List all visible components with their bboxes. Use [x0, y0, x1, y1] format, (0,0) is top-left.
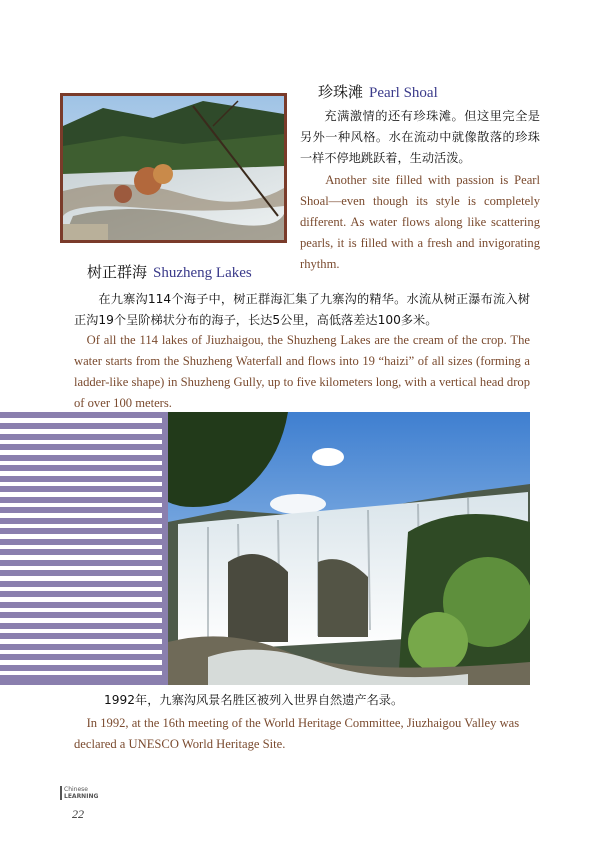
pearl-shoal-heading [318, 81, 438, 102]
pearl-shoal-photo [60, 93, 287, 243]
heritage-text-english: In 1992, at the 16th meeting of the World Heritage Committee, Jiuzhaigou Valley was declared a UNESCO World Heritage Site. [74, 716, 520, 751]
heading-english: Pearl Shoal [369, 85, 438, 101]
heritage-text-chinese: 1992年，九寨沟风景名胜区被列入世界自然遗产名录。 [104, 693, 404, 707]
decorative-stripes [0, 412, 168, 685]
pearl-shoal-text-english: Another site filled with passion is Pearl Shoal—even though its style is completely different. As water flows along like scattering pearls, it is filled with a fresh and invigorating rhythm. [300, 173, 540, 271]
magazine-logo [60, 786, 104, 800]
heading-chinese: 树正群海 [87, 263, 148, 281]
logo-bottom: LEARNING [64, 793, 99, 800]
shuzheng-lakes-heading [87, 261, 252, 282]
heading-chinese: 珍珠滩 [318, 83, 364, 101]
shuzheng-text-english: Of all the 114 lakes of Jiuzhaigou, the Shuzheng Lakes are the cream of the crop. The water starts from the Shuzheng Waterfall and flows into 19 “haizi” of all sizes (forming a ladder-like shape) in Shuzheng Gully, up to five kilometers long, with a vertical head drop of over 100 meters. [74, 333, 530, 410]
shuzheng-text-chinese: 在九寨沟114个海子中，树正群海汇集了九寨沟的精华。水流从树正瀑布流入树正沟19个呈阶梯状分布的海子，长达5公里，高低落差达100多米。 [74, 292, 530, 327]
heading-english: Shuzheng Lakes [153, 265, 252, 281]
logo-top: Chinese [64, 786, 88, 793]
pearl-shoal-text-chinese: 充满激情的还有珍珠滩。但这里完全是另外一种风格。水在流动中就像散落的珍珠一样不停地跳跃着，生动活泼。 [300, 109, 540, 165]
shuzheng-waterfall-photo [168, 412, 530, 685]
page-number: 22 [72, 807, 84, 821]
